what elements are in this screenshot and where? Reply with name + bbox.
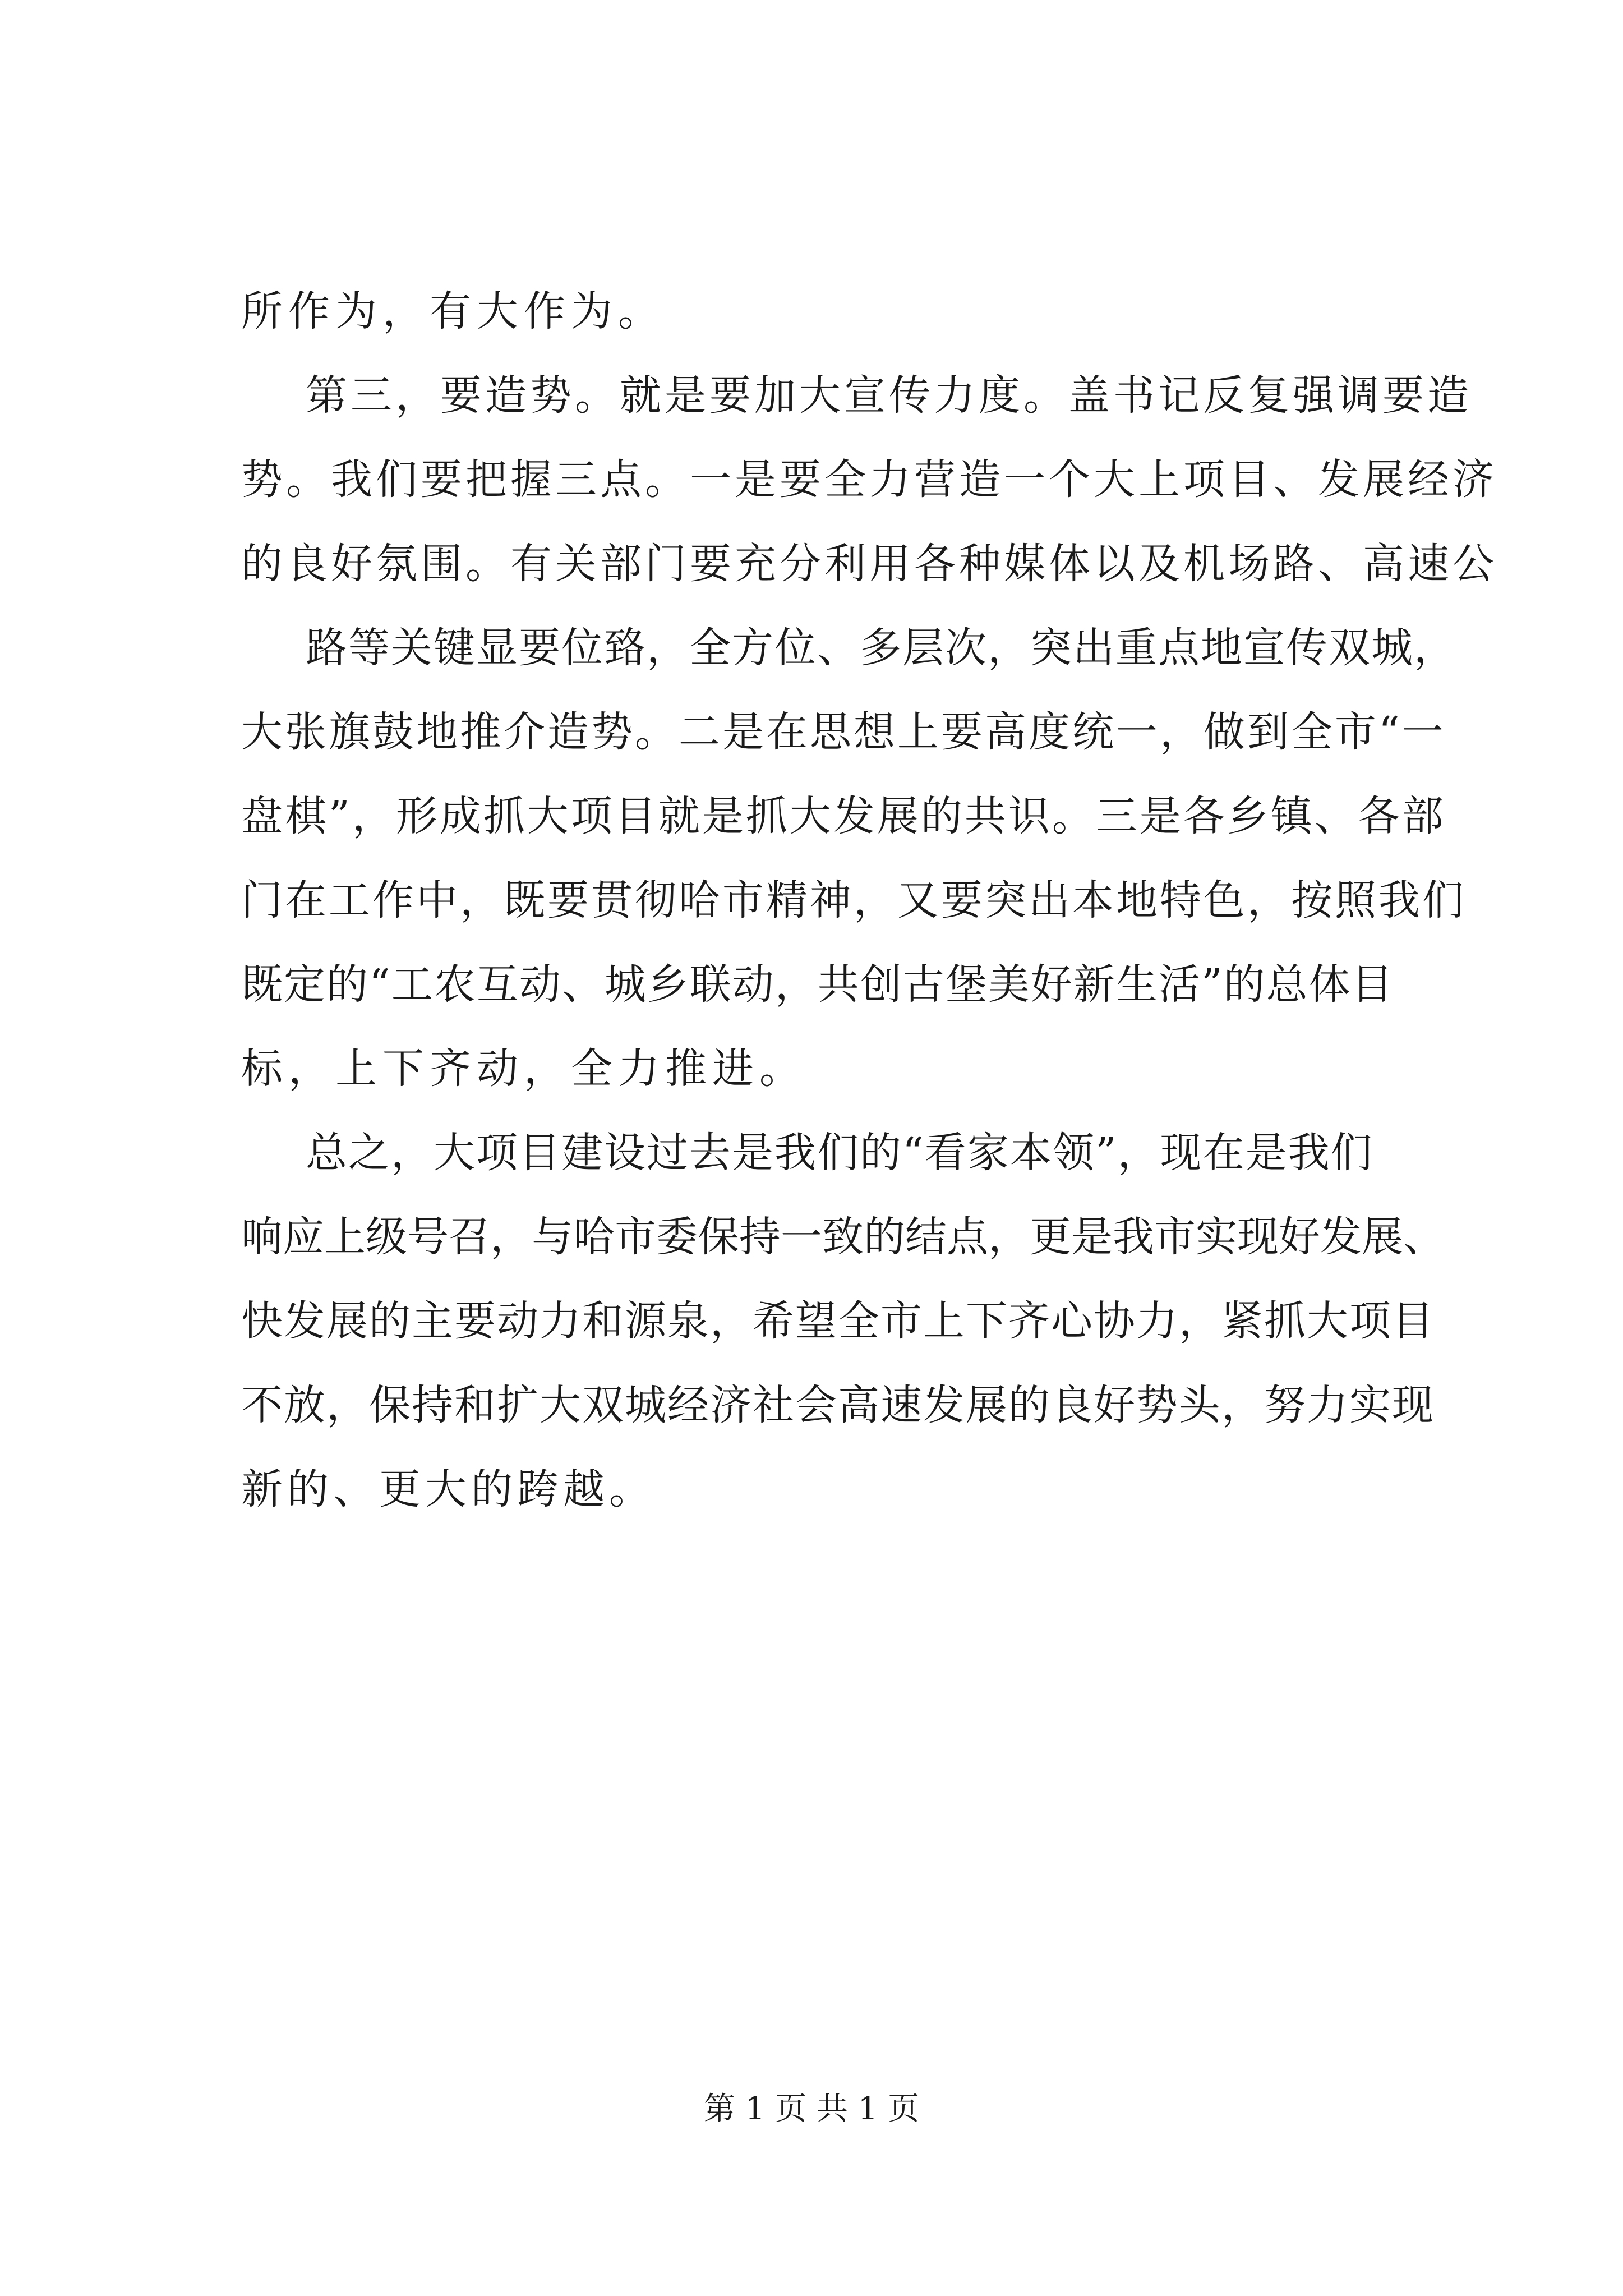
body-line-2: 第三，要造势。就是要加大宣传力度。盖书记反复强调要造 — [306, 371, 1472, 420]
body-line-12: 响应上级号召，与哈市委保持一致的结点，更是我市实现好发展、 — [241, 1213, 1445, 1261]
body-line-9: 既定的“工农互动、城乡联动，共创古堡美好新生活”的总体目 — [241, 960, 1394, 1009]
body-line-15: 新的、更大的跨越。 — [241, 1465, 655, 1513]
body-line-13: 快发展的主要动力和源泉，希望全市上下齐心协力，紧抓大项目 — [241, 1297, 1435, 1345]
body-line-11: 总之，大项目建设过去是我们的“看家本领”，现在是我们 — [306, 1129, 1373, 1177]
body-line-6: 大张旗鼓地推介造势。二是在思想上要高度统一，做到全市“一 — [241, 708, 1446, 756]
body-line-8: 门在工作中，既要贯彻哈市精神，又要突出本地特色，按照我们 — [241, 876, 1466, 924]
page-number-footer: 第 1 页 共 1 页 — [703, 2091, 920, 2127]
body-line-10: 标，上下齐动，全力推进。 — [241, 1045, 806, 1093]
body-line-14: 不放，保持和扩大双城经济社会高速发展的良好势头，努力实现 — [241, 1381, 1435, 1429]
body-line-1: 所作为，有大作为。 — [241, 287, 665, 335]
body-line-5: 路等关键显要位臵，全方位、多层次，突出重点地宣传双城， — [306, 624, 1456, 672]
body-line-4: 的良好氛围。有关部门要充分利用各种媒体以及机场路、高速公 — [241, 540, 1497, 588]
body-line-7: 盘棋”，形成抓大项目就是抓大发展的共识。三是各乡镇、各部 — [241, 792, 1446, 840]
body-line-3: 势。我们要把握三点。一是要全力营造一个大上项目、发展经济 — [241, 455, 1497, 504]
